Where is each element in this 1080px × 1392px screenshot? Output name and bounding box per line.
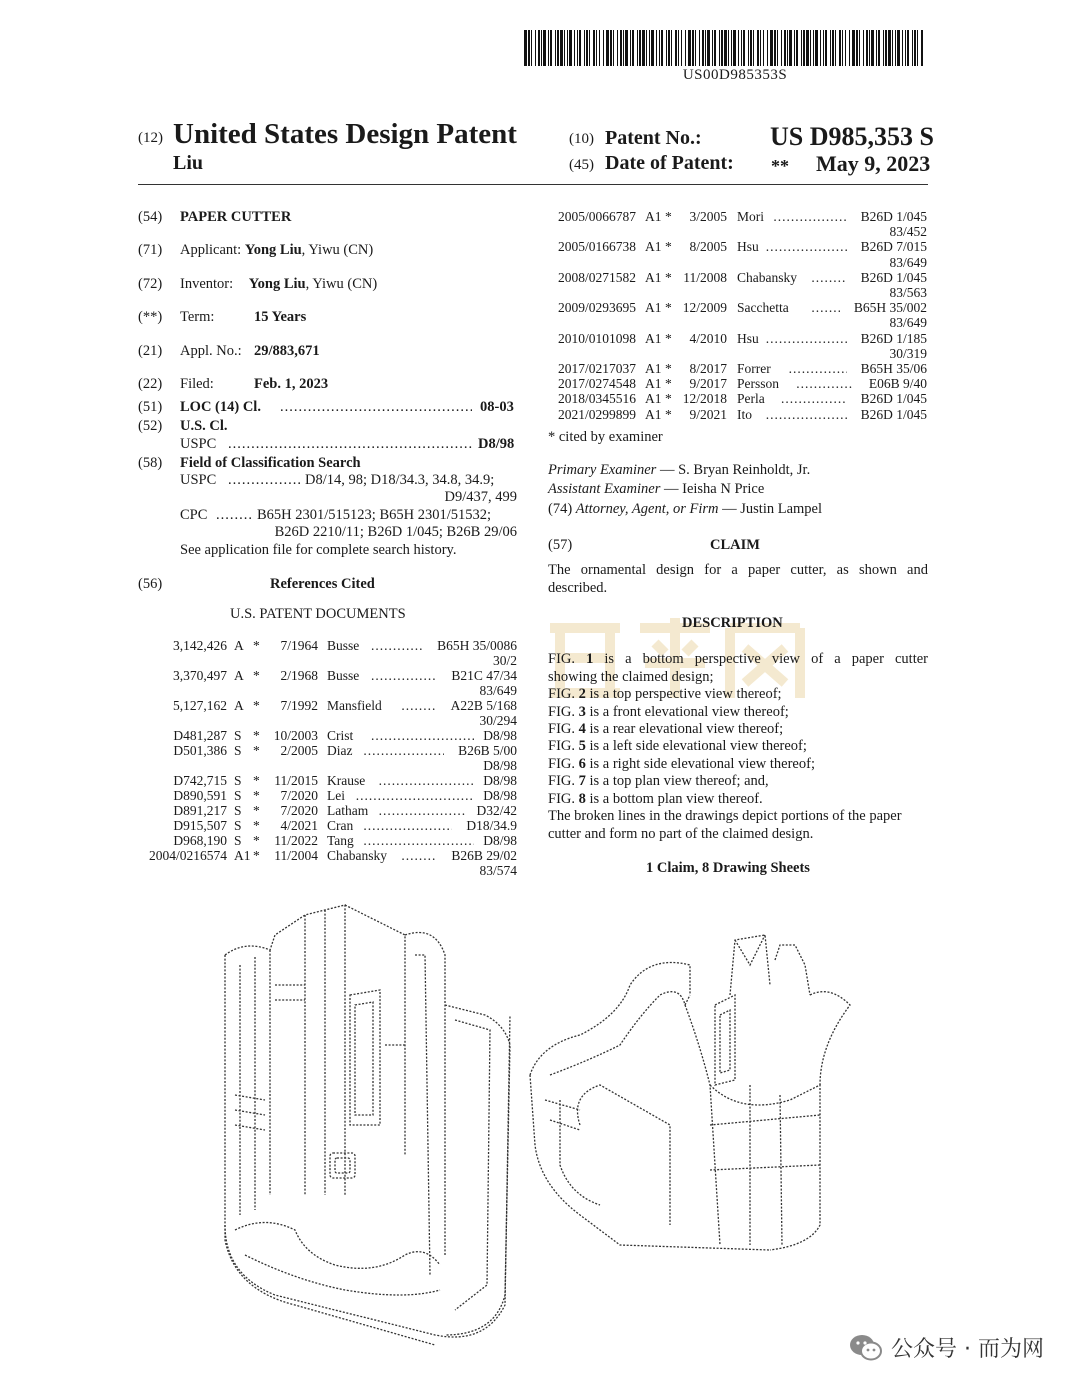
figure-text: is a bottom perspective view of a paper cutter	[604, 651, 928, 667]
reference-cited-mark: *	[665, 406, 672, 422]
reference-name: Diaz	[327, 743, 353, 758]
reference-name: Busse	[327, 638, 360, 653]
uscl-code: (52)	[138, 418, 163, 434]
reference-subclass: 30/2	[492, 653, 517, 668]
reference-name: Cran	[327, 818, 354, 833]
claim-code: (57)	[548, 537, 573, 553]
reference-number: 2017/0274548	[557, 376, 636, 392]
reference-date: 7/2020	[280, 788, 318, 803]
uspc-leader	[228, 436, 472, 453]
reference-name: Persson	[737, 376, 780, 392]
wechat-account-name: 公众号 · 而为网	[891, 1337, 1044, 1362]
reference-date: 4/2010	[689, 330, 727, 346]
uspc-label: USPC	[180, 436, 217, 452]
reference-classification: D8/98	[483, 773, 517, 788]
reference-number: 3,142,426	[173, 638, 227, 653]
reference-classification: B65H 35/06	[860, 361, 927, 376]
inventor-surname: Liu	[173, 152, 204, 174]
reference-number: 5,127,162	[173, 698, 227, 713]
term-code: (**)	[138, 309, 163, 325]
assistant-examiner-name: Ieisha N Price	[682, 481, 765, 497]
primary-examiner: Primary Examiner — S. Bryan Reinholdt, Jr.	[548, 462, 811, 478]
reference-classification: B26B 29/02	[451, 848, 517, 863]
inid-code-12: (12)	[138, 130, 163, 146]
reference-date: 11/2015	[274, 773, 318, 788]
reference-date: 12/2018	[682, 391, 727, 407]
patent-title: PAPER CUTTER	[180, 209, 292, 225]
primary-examiner-name: S. Bryan Reinholdt, Jr.	[678, 462, 811, 478]
figure-text: is a bottom plan view thereof.	[589, 791, 763, 807]
reference-date: 7/2020	[280, 803, 318, 818]
reference-kind: A1	[645, 239, 662, 255]
header-rule	[138, 184, 928, 185]
reference-cited-mark: *	[253, 728, 260, 743]
uspc-value: D8/98	[478, 436, 515, 452]
reference-date: 11/2008	[683, 269, 727, 285]
figure-label: FIG.	[548, 704, 575, 720]
reference-date: 11/2004	[274, 848, 318, 863]
reference-name: Ito	[737, 406, 752, 422]
date-of-patent: May 9, 2023	[816, 151, 931, 176]
figure-label: FIG.	[548, 721, 575, 737]
field-label: Field of Classification Search	[180, 455, 361, 471]
reference-kind: A	[234, 638, 244, 653]
inventor-name: Yong Liu	[248, 276, 306, 292]
field-cpc-label: CPC	[180, 507, 208, 523]
figure-number: 5	[578, 738, 586, 754]
figure-label: FIG.	[548, 756, 575, 772]
reference-classification: B26B 5/00	[458, 743, 517, 758]
reference-kind: A1	[645, 391, 662, 407]
uscl-label: U.S. Cl.	[180, 418, 228, 434]
applicant-label: Applicant:	[180, 242, 242, 258]
reference-kind: S	[234, 788, 242, 803]
reference-name: Perla	[737, 391, 765, 407]
figure-description	[548, 756, 815, 773]
figure-text: is a left side elevational view thereof;	[589, 738, 807, 754]
reference-classification: B26D 1/045	[860, 209, 927, 224]
reference-subclass: 83/649	[889, 315, 927, 331]
figure-label: FIG.	[548, 738, 575, 754]
reference-cited-mark: *	[665, 330, 672, 346]
reference-name: Mori	[737, 209, 764, 224]
reference-number: 3,370,497	[173, 668, 227, 683]
field-uspc-line-1: D8/14, 98; D18/34.3, 34.8, 34.9;	[305, 472, 495, 488]
reference-subclass: 83/649	[479, 683, 517, 698]
reference-cited-mark: *	[665, 239, 672, 255]
reference-name: Busse	[327, 668, 360, 683]
applicant-field	[180, 242, 373, 259]
figure-description	[548, 738, 807, 755]
figure-text: is a right side elevational view thereof;	[589, 756, 815, 772]
reference-name: Hsu	[737, 330, 759, 346]
reference-name: Latham	[327, 803, 369, 818]
filed-label: Filed:	[180, 376, 214, 392]
reference-number: 2010/0101098	[557, 330, 636, 346]
reference-name: Chabansky	[737, 269, 797, 285]
reference-cited-mark: *	[253, 668, 260, 683]
reference-cited-mark: *	[665, 269, 672, 285]
reference-cited-mark: *	[253, 803, 260, 818]
reference-number: 2005/0166738	[557, 239, 636, 255]
reference-cited-mark: *	[253, 743, 260, 758]
reference-classification: D32/42	[476, 803, 517, 818]
reference-classification: B26D 1/045	[860, 269, 927, 285]
figure-number: 2	[578, 686, 586, 702]
reference-kind: A1	[645, 361, 662, 376]
reference-classification: A22B 5/168	[450, 698, 517, 713]
reference-date: 8/2005	[689, 239, 727, 255]
patent-number-label: Patent No.:	[605, 127, 702, 149]
paper-cutter-drawing-bottom-perspective	[205, 895, 520, 1355]
inventor-label: Inventor:	[180, 276, 234, 292]
reference-subclass: 30/319	[889, 345, 927, 361]
reference-date: 2/1968	[280, 668, 318, 683]
reference-date: 3/2005	[689, 209, 727, 224]
reference-kind: A1	[645, 269, 662, 285]
reference-date: 8/2017	[689, 361, 727, 376]
reference-number: D742,715	[173, 773, 227, 788]
figure-number: 3	[578, 704, 586, 720]
term-value: 15 Years	[254, 309, 307, 325]
figure-number: 1	[586, 651, 594, 667]
reference-date: 10/2003	[273, 728, 318, 743]
inid-code-10: (10)	[569, 131, 594, 147]
reference-classification: B65H 35/002	[853, 300, 927, 316]
reference-kind: A1	[234, 848, 251, 863]
inventor-location: , Yiwu (CN)	[305, 276, 378, 292]
loc-value: 08-03	[480, 399, 514, 415]
references-cited-heading: References Cited	[270, 576, 375, 592]
reference-kind: A1	[645, 330, 662, 346]
reference-cited-mark: *	[253, 638, 260, 653]
loc-code: (51)	[138, 399, 163, 415]
figure-text: is a front elevational view thereof;	[589, 704, 789, 720]
us-patent-documents-heading: U.S. PATENT DOCUMENTS	[230, 606, 406, 622]
reference-number: 2017/0217037	[557, 361, 636, 376]
field-cpc-line-1: B65H 2301/515123; B65H 2301/51532;	[257, 507, 492, 523]
title-code: (54)	[138, 209, 163, 225]
reference-subclass: D8/98	[483, 758, 517, 773]
reference-cited-mark: *	[665, 361, 672, 376]
reference-cited-mark: *	[665, 391, 672, 407]
reference-name: Chabansky	[327, 848, 387, 863]
reference-cited-mark: *	[253, 833, 260, 848]
applicant-location: , Yiwu (CN)	[301, 242, 374, 258]
figure-description	[548, 721, 783, 738]
reference-date: 4/2021	[280, 818, 318, 833]
assistant-examiner: Assistant Examiner — Ieisha N Price	[548, 481, 765, 497]
reference-cited-mark: *	[253, 698, 260, 713]
figure-description	[548, 651, 928, 668]
reference-kind: A	[234, 668, 244, 683]
reference-kind: S	[234, 818, 242, 833]
reference-date: 7/1992	[280, 698, 318, 713]
reference-kind: A1	[645, 406, 662, 422]
appl-code: (21)	[138, 343, 163, 359]
reference-name: Krause	[327, 773, 366, 788]
reference-classification: E06B 9/40	[868, 376, 927, 392]
reference-classification: B65H 35/0086	[437, 638, 517, 653]
reference-date: 2/2005	[280, 743, 318, 758]
reference-subclass: 83/452	[889, 224, 927, 240]
reference-number: 2004/0216574	[148, 848, 227, 863]
reference-number: D501,386	[173, 743, 227, 758]
reference-kind: S	[234, 833, 242, 848]
reference-cited-mark: *	[665, 376, 672, 392]
assistant-examiner-label: Assistant Examiner	[548, 481, 661, 497]
filed-code: (22)	[138, 376, 163, 392]
reference-name: Lei	[327, 788, 345, 803]
attorney-name: Justin Lampel	[740, 501, 823, 517]
field-code: (58)	[138, 455, 163, 471]
reference-number: 2021/0299899	[557, 406, 636, 422]
reference-number: D891,217	[173, 803, 227, 818]
loc-leader	[280, 399, 472, 416]
figure-description	[548, 791, 763, 808]
barcode-number: US00D985353S	[682, 67, 788, 83]
date-of-patent-label: Date of Patent:	[605, 152, 734, 174]
reference-name: Mansfield	[327, 698, 382, 713]
reference-cited-mark: *	[253, 818, 260, 833]
inventor-field	[180, 276, 377, 293]
reference-number: 2005/0066787	[557, 209, 636, 224]
reference-date: 11/2022	[274, 833, 318, 848]
reference-date: 12/2009	[682, 300, 727, 316]
reference-name: Tang	[327, 833, 354, 848]
appl-label: Appl. No.:	[180, 343, 242, 359]
claim-text: The ornamental design for a paper cutter, as shown and described.	[548, 562, 928, 596]
reference-cited-mark: *	[253, 788, 260, 803]
reference-kind: A	[234, 698, 244, 713]
reference-name: Forrer	[737, 361, 771, 376]
reference-kind: A1	[645, 209, 662, 224]
patent-number: US D985,353 S	[770, 122, 934, 151]
figure-description	[548, 686, 782, 703]
reference-classification: B26D 1/045	[860, 406, 927, 422]
reference-classification: D8/98	[483, 833, 517, 848]
broken-lines-note-1: The broken lines in the drawings depict portions of the paper	[548, 808, 902, 824]
reference-classification: D8/98	[483, 728, 517, 743]
claim-heading: CLAIM	[710, 537, 760, 553]
primary-examiner-label: Primary Examiner	[548, 462, 657, 478]
attorney: (74) Attorney, Agent, or Firm — Justin Lampel	[548, 501, 823, 517]
reference-kind: S	[234, 728, 242, 743]
reference-number: D481,287	[173, 728, 227, 743]
date-mark: **	[771, 156, 789, 176]
figure-text: is a rear elevational view thereof;	[589, 721, 784, 737]
reference-kind: A1	[645, 376, 662, 392]
figure-number: 4	[578, 721, 586, 737]
figure-label: FIG.	[548, 773, 575, 789]
inventor-code: (72)	[138, 276, 163, 292]
reference-classification: B21C 47/34	[451, 668, 517, 683]
figure-text: is a top plan view thereof; and,	[589, 773, 769, 789]
reference-number: D890,591	[173, 788, 227, 803]
cited-by-examiner-note: * cited by examiner	[548, 429, 663, 445]
reference-cited-mark: *	[665, 209, 672, 224]
reference-classification: D8/98	[483, 788, 517, 803]
reference-cited-mark: *	[253, 848, 260, 863]
reference-subclass: 83/649	[889, 254, 927, 270]
appl-number: 29/883,671	[254, 343, 320, 359]
reference-classification: B26D 1/185	[860, 330, 927, 346]
attorney-code: (74)	[548, 501, 573, 517]
reference-subclass: 83/563	[889, 285, 927, 300]
reference-classification: B26D 1/045	[860, 391, 927, 407]
reference-name: Hsu	[737, 239, 759, 255]
refs-code: (56)	[138, 576, 163, 592]
reference-number: 2009/0293695	[557, 300, 636, 316]
field-search-note: See application file for complete search history.	[180, 542, 457, 558]
figure-label: FIG.	[548, 651, 575, 667]
barcode-bar	[923, 30, 924, 66]
reference-name: Sacchetta	[737, 300, 789, 316]
reference-date: 9/2021	[689, 406, 727, 422]
term-label: Term:	[180, 309, 215, 325]
reference-number: D915,507	[173, 818, 227, 833]
figure-number: 6	[578, 756, 586, 772]
wechat-icon	[849, 1333, 883, 1363]
applicant-name: Yong Liu	[244, 242, 302, 258]
loc-label: LOC (14) Cl.	[180, 399, 261, 415]
inid-code-45: (45)	[569, 157, 594, 173]
figure-number: 8	[578, 791, 586, 807]
figure-label: FIG.	[548, 791, 575, 807]
broken-lines-note-2: cutter and form no part of the claimed design.	[548, 826, 814, 842]
figure-description	[548, 773, 769, 790]
field-uspc-label: USPC	[180, 472, 217, 488]
figure-label: FIG.	[548, 686, 575, 702]
reference-subclass: 30/294	[479, 713, 517, 728]
reference-kind: S	[234, 773, 242, 788]
reference-classification: D18/34.9	[466, 818, 517, 833]
field-uspc-leader	[228, 472, 302, 489]
field-cpc-leader	[216, 507, 254, 524]
reference-kind: S	[234, 803, 242, 818]
field-uspc-line-2: D9/437, 499	[444, 489, 517, 505]
paper-cutter-drawing-top-perspective	[520, 925, 865, 1265]
description-heading: DESCRIPTION	[682, 615, 783, 631]
reference-number: 2018/0345516	[557, 391, 636, 407]
reference-subclass: 83/574	[479, 863, 517, 878]
reference-date: 7/1964	[280, 638, 318, 653]
field-cpc-line-2: B26D 2210/11; B26D 1/045; B26B 29/06	[274, 524, 517, 540]
fig1-continuation: showing the claimed design;	[548, 669, 714, 685]
reference-classification: B26D 7/015	[860, 239, 927, 255]
document-type: United States Design Patent	[173, 118, 517, 150]
reference-date: 9/2017	[689, 376, 727, 392]
reference-cited-mark: *	[665, 300, 672, 316]
claims-and-sheets-summary: 1 Claim, 8 Drawing Sheets	[646, 860, 810, 876]
reference-kind: S	[234, 743, 242, 758]
filed-date: Feb. 1, 2023	[254, 376, 329, 392]
applicant-code: (71)	[138, 242, 163, 258]
reference-name: Crist	[327, 728, 354, 743]
reference-cited-mark: *	[253, 773, 260, 788]
reference-number: 2008/0271582	[557, 269, 636, 285]
barcode	[524, 30, 930, 66]
attorney-label: Attorney, Agent, or Firm	[575, 501, 719, 517]
figure-text: is a top perspective view thereof;	[589, 686, 782, 702]
reference-kind: A1	[645, 300, 662, 316]
figure-number: 7	[578, 773, 586, 789]
reference-number: D968,190	[173, 833, 227, 848]
wechat-account-footer	[849, 1332, 1044, 1363]
figure-description	[548, 704, 789, 721]
